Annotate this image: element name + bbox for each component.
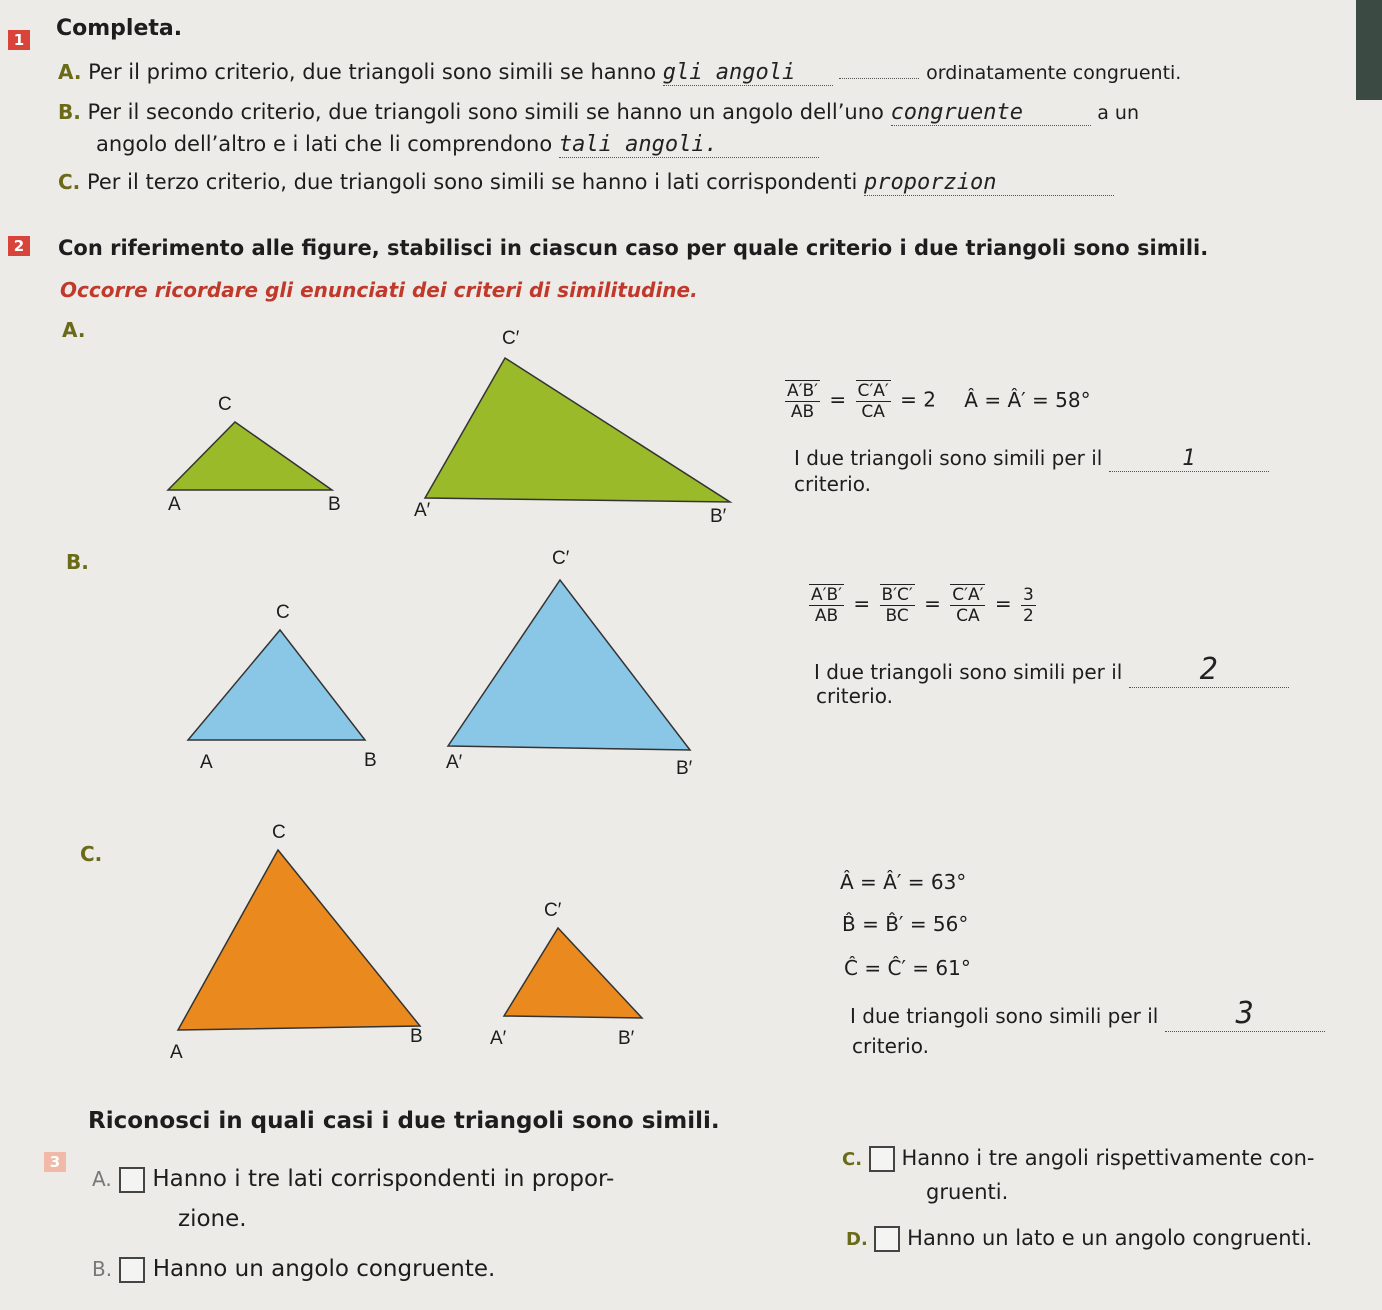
case-b-large-triangle (440, 570, 700, 760)
case-b-answer[interactable]: 2 (1129, 652, 1289, 688)
case-a-criterio: criterio. (794, 472, 871, 496)
case-a-large-a: A′ (414, 500, 431, 521)
ex1-b-text1: Per il secondo criterio, due triangoli sono simili se hanno un angolo dell’uno (87, 100, 884, 124)
case-b-frac2-den: BC (885, 606, 909, 626)
case-c-large-c: C (272, 822, 286, 843)
case-a-large-triangle (420, 350, 740, 510)
case-b-frac3-den: CA (956, 606, 980, 626)
case-a-frac2-num: C′A′ (857, 381, 889, 401)
case-c-small-a: A′ (490, 1028, 507, 1049)
ex1-item-c (58, 170, 1114, 196)
case-a-equals: = (829, 387, 847, 412)
case-b-large-b: B′ (676, 758, 693, 779)
ex3-option-b[interactable] (92, 1256, 495, 1283)
case-a-ratio: = 2 (900, 387, 936, 412)
ex1-b-answer1[interactable]: congruente (891, 100, 1091, 126)
ex3-a-letter: A. (92, 1167, 112, 1191)
ex1-c-letter: C. (58, 170, 81, 194)
case-c-large-triangle (170, 840, 430, 1040)
ex1-b-text2: angolo dell’altro e i lati che li comprendono (96, 132, 553, 156)
case-b-large-c: C′ (552, 548, 570, 569)
ex3-c-text1: Hanno i tre angoli rispettivamente con- (901, 1146, 1315, 1170)
case-b-sentence: I due triangoli sono simili per il (814, 660, 1123, 684)
case-c-answer[interactable]: 3 (1165, 996, 1325, 1032)
ex3-option-d[interactable] (846, 1226, 1312, 1252)
case-a-frac1-den: AB (790, 402, 815, 422)
case-b-frac2-num: B′C′ (881, 585, 913, 605)
exercise-1-title: Completa. (56, 16, 183, 41)
page-edge-shadow (1356, 0, 1382, 100)
case-c-sentence-row (850, 996, 1325, 1032)
case-b-frac3-num: C′A′ (952, 585, 984, 605)
case-a-frac1-num: A′B′ (787, 381, 819, 401)
ex3-b-checkbox[interactable] (119, 1257, 145, 1283)
case-a-angle: Â = Â′ = 58° (964, 387, 1091, 412)
ex3-d-text1: Hanno un lato e un angolo congruenti. (907, 1226, 1313, 1250)
exercise-3-title: Riconosci in quali casi i due triangoli sono simili. (88, 1108, 720, 1134)
ex1-c-text: Per il terzo criterio, due triangoli sono simili se hanno i lati corrispondenti (86, 170, 858, 194)
ex1-b-after1: a un (1097, 102, 1140, 124)
case-b-equals-3: = (994, 591, 1012, 616)
case-b-equals-1: = (853, 591, 871, 616)
ex3-option-c[interactable] (842, 1146, 1315, 1172)
case-c-small-triangle (500, 922, 650, 1022)
case-a-frac2-den: CA (861, 402, 885, 422)
exercise-2-number: 2 (8, 236, 30, 256)
case-a-small-triangle (150, 410, 350, 500)
ex1-item-b-line1 (58, 100, 1139, 126)
exercise-2-title: Con riferimento alle figure, stabilisci in ciascun caso per quale criterio i due triangoli sono simili. (58, 236, 1209, 260)
exercise-1-number: 1 (8, 30, 30, 50)
ex3-c-checkbox[interactable] (869, 1146, 895, 1172)
ex1-a-text: Per il primo criterio, due triangoli sono simili se hanno (88, 60, 657, 84)
ex3-a-checkbox[interactable] (119, 1167, 145, 1193)
ex3-c-text2: gruenti. (926, 1180, 1009, 1204)
case-c-letter: C. (80, 842, 103, 866)
case-b-formula (806, 584, 1039, 626)
case-c-large-a: A (170, 1042, 183, 1063)
ex3-a-text2: zione. (178, 1206, 247, 1232)
ex1-b-letter: B. (58, 100, 81, 124)
case-b-ratio-num: 3 (1022, 584, 1034, 605)
case-b-sentence-row (814, 652, 1289, 688)
ex3-a-text1: Hanno i tre lati corrispondenti in propor- (152, 1166, 615, 1192)
ex1-b-answer2[interactable]: tali angoli. (559, 132, 819, 158)
ex1-a-dots (839, 78, 919, 79)
case-a-small-c: C (218, 394, 232, 415)
case-b-small-a: A (200, 752, 213, 773)
ex1-c-answer[interactable]: proporzion (864, 170, 1114, 196)
ex1-item-a (58, 60, 1181, 86)
case-b-ratio-den: 2 (1022, 605, 1034, 626)
case-b-small-triangle (180, 620, 380, 750)
case-b-frac1-den: AB (814, 606, 839, 626)
case-c-small-c: C′ (544, 900, 562, 921)
case-b-large-a: A′ (446, 752, 463, 773)
exercise-3-number: 3 (44, 1152, 66, 1172)
case-a-small-b: B (328, 494, 341, 515)
case-b-small-b: B (364, 750, 377, 771)
case-a-sentence-row (794, 446, 1269, 472)
ex3-b-text1: Hanno un angolo congruente. (152, 1256, 496, 1282)
ex3-d-checkbox[interactable] (874, 1226, 900, 1252)
exercise-2-hint: Occorre ricordare gli enunciati dei criteri di similitudine. (60, 278, 698, 302)
case-a-large-b: B′ (710, 506, 727, 527)
ex3-c-letter: C. (842, 1149, 863, 1170)
case-b-criterio: criterio. (816, 684, 893, 708)
case-b-equals-2: = (924, 591, 941, 616)
ex3-b-letter: B. (92, 1257, 113, 1281)
ex1-a-after: ordinatamente congruenti. (926, 62, 1182, 84)
ex1-a-letter: A. (58, 60, 82, 84)
case-b-frac1-num: A′B′ (811, 585, 843, 605)
case-b-letter: B. (66, 550, 89, 574)
case-a-letter: A. (62, 318, 86, 342)
case-a-small-a: A (168, 494, 181, 515)
case-a-answer[interactable]: 1 (1109, 446, 1269, 472)
case-c-criterio: criterio. (852, 1034, 929, 1058)
ex3-d-letter: D. (846, 1229, 868, 1250)
case-a-formula (782, 380, 1091, 422)
case-c-angle-1: Â = Â′ = 63° (840, 870, 967, 894)
case-a-sentence: I due triangoli sono simili per il (794, 446, 1103, 470)
ex1-item-b-line2 (96, 132, 819, 158)
ex3-option-a[interactable] (92, 1166, 614, 1193)
case-c-angle-2: B̂ = B̂′ = 56° (842, 912, 969, 936)
case-c-small-b: B′ (618, 1028, 635, 1049)
ex1-a-answer[interactable]: gli angoli (663, 60, 833, 86)
case-c-sentence: I due triangoli sono simili per il (850, 1004, 1159, 1028)
case-c-large-b: B (410, 1026, 423, 1047)
case-b-small-c: C (276, 602, 290, 623)
case-c-angle-3: Ĉ = Ĉ′ = 61° (844, 956, 971, 980)
case-a-large-c: C′ (502, 328, 520, 349)
